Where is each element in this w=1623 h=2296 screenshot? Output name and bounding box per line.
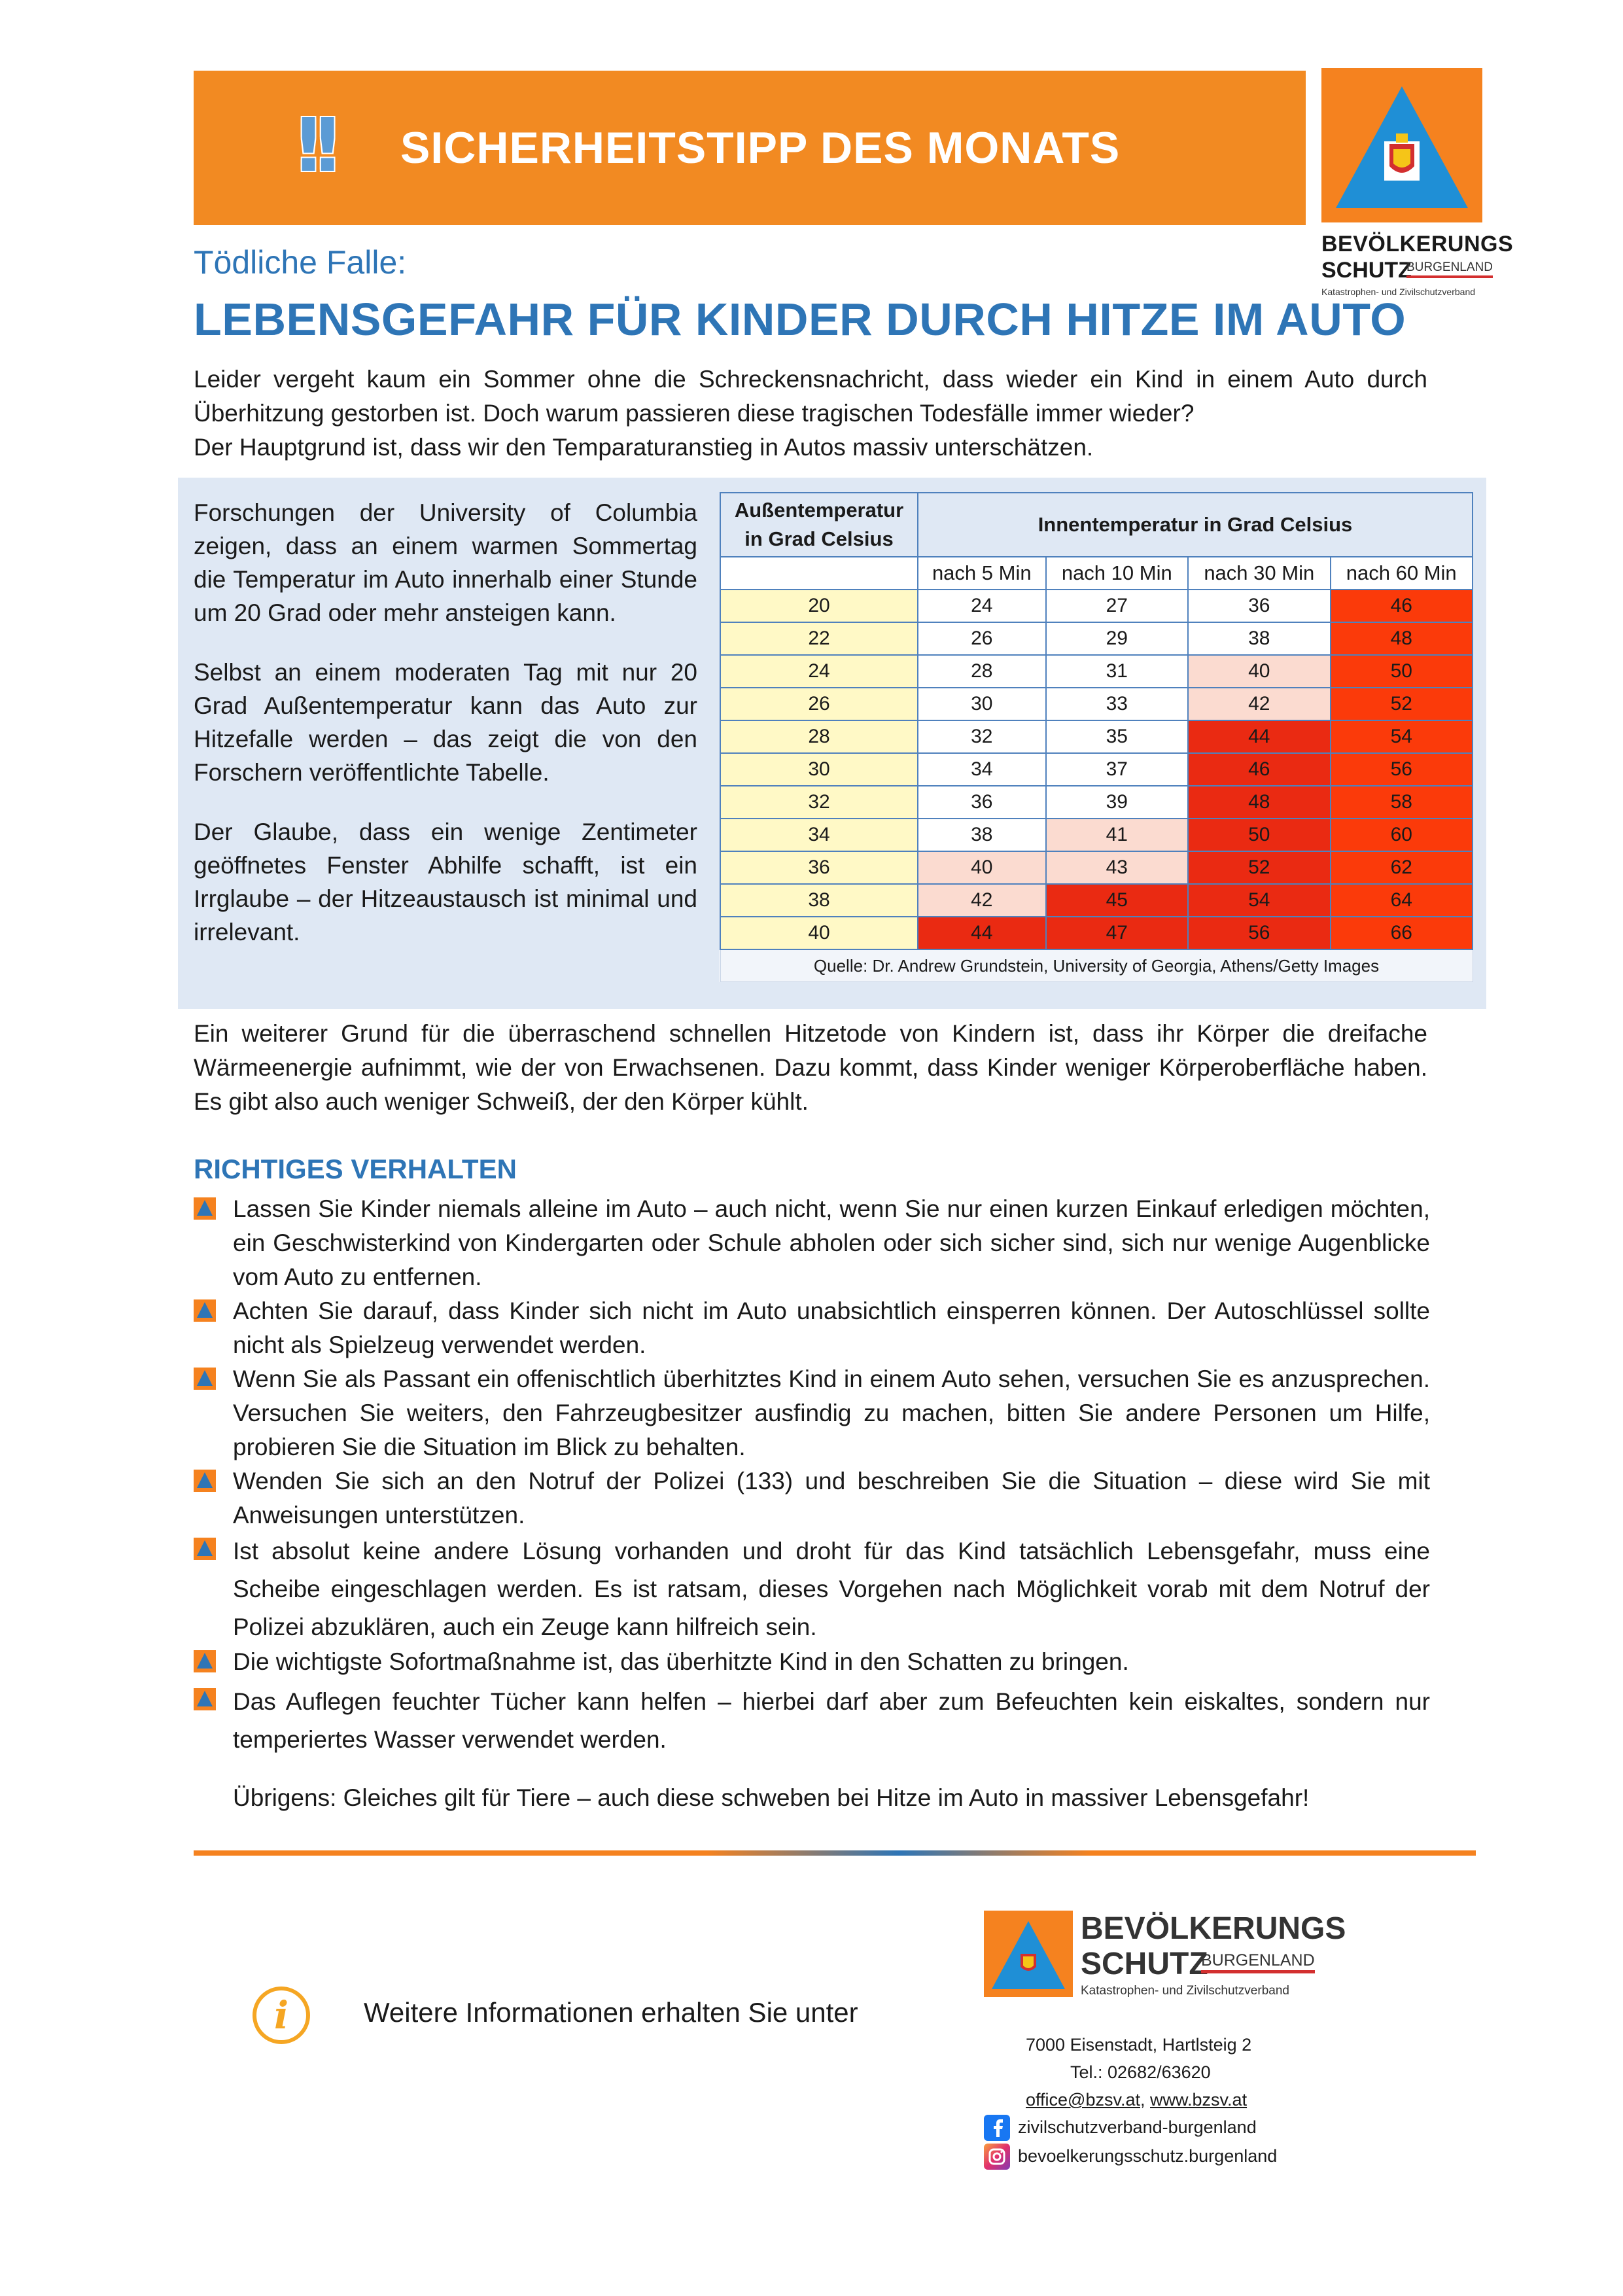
list-item-text: Wenn Sie als Passant ein offenischtlich überhitztes Kind in einem Auto sehen, versuchen Sie es anzusprechen. Versuchen Sie weiters, den Fahrzeugbesitzer ausfindig zu machen, bitten Sie andere Personen um Hilfe, probieren Sie die Situation im Blick zu behalten.	[233, 1366, 1430, 1460]
civil-protection-triangle-icon	[984, 1911, 1073, 1997]
inner-temp-cell: 45	[1046, 884, 1188, 917]
inner-temp-cell: 58	[1331, 786, 1473, 819]
intro-paragraph	[194, 362, 1427, 465]
banner-title: SICHERHEITSTIPP DES MONATS	[400, 123, 1121, 173]
footer-logo-tagline: Katastrophen- und Zivilschutzverband	[1081, 1984, 1289, 1998]
inner-temp-cell: 52	[1188, 851, 1330, 884]
inner-temp-cell: 48	[1331, 622, 1473, 655]
table-row	[720, 753, 1473, 786]
panel-text	[194, 496, 697, 975]
list-item-text: Achten Sie darauf, dass Kinder sich nicht im Auto unabsichtlich einsperren können. Der Autoschlüssel sollte nicht als Spielzeug verwendet werden.	[233, 1298, 1430, 1358]
more-info-text: Weitere Informationen erhalten Sie unter	[364, 1997, 858, 2028]
inner-temp-cell: 36	[918, 786, 1046, 819]
table-source: Quelle: Dr. Andrew Grundstein, University of Georgia, Athens/Getty Images	[720, 949, 1473, 982]
outer-temp-cell: 34	[720, 819, 918, 851]
inner-temp-cell: 60	[1331, 819, 1473, 851]
inner-temp-cell: 47	[1046, 917, 1188, 949]
outer-temp-cell: 22	[720, 622, 918, 655]
table-row	[720, 655, 1473, 688]
logo-line1: BEVÖLKERUNGS	[1321, 232, 1514, 256]
bullet-triangle-icon	[194, 1197, 216, 1220]
table-row	[720, 622, 1473, 655]
divider	[194, 1850, 1476, 1856]
instagram-handle[interactable]: bevoelkerungsschutz.burgenland	[1018, 2146, 1278, 2166]
panel-paragraph: Der Glaube, dass ein wenige Zentimeter geöffnetes Fenster Abhilfe schafft, ist ein Irrglaube – der Hitzeaustausch ist minimal und irrelevant.	[194, 819, 697, 945]
inner-temp-cell: 62	[1331, 851, 1473, 884]
kicker: Tödliche Falle:	[194, 244, 407, 281]
outer-temp-cell: 40	[720, 917, 918, 949]
panel-paragraph: Selbst an einem moderaten Tag mit nur 20 Grad Außentemperatur kann das Auto zur Hitzefalle werden – das zeigt die von den Forschern veröffentlichte Tabelle.	[194, 659, 697, 786]
column-header: nach 5 Min	[918, 557, 1046, 590]
list-item-text: Lassen Sie Kinder niemals alleine im Auto – auch nicht, wenn Sie nur einen kurzen Einkauf erledigen möchten, ein Geschwisterkind von Kindergarten oder Schule abholen oder sich sicher sind, sich nur wenige Augenblicke vom Auto zu entfernen.	[233, 1195, 1430, 1290]
outer-temp-header-line2: in Grad Celsius	[744, 527, 894, 550]
footer-logo-line1: BEVÖLKERUNGS	[1081, 1911, 1346, 1946]
email-link[interactable]: office@bzsv.at	[1026, 2090, 1140, 2110]
table-row	[720, 851, 1473, 884]
inner-temp-cell: 40	[1188, 655, 1330, 688]
phone: Tel.: 02682/63620	[1070, 2062, 1211, 2082]
list-item-text: Das Auflegen feuchter Tücher kann helfen – hierbei darf aber zum Befeuchten kein eiskaltes, sondern nur temperiertes Wasser verwendet werden.	[233, 1688, 1430, 1753]
inner-temp-cell: 41	[1046, 819, 1188, 851]
inner-temp-cell: 48	[1188, 786, 1330, 819]
table-row	[720, 819, 1473, 851]
outer-temp-cell: 20	[720, 590, 918, 622]
header-banner	[194, 71, 1306, 225]
logo-region: BURGENLAND	[1406, 260, 1493, 278]
outer-temp-header-line1: Außentemperatur	[734, 499, 904, 521]
footer-logo	[984, 1911, 1350, 2015]
table-row	[720, 720, 1473, 753]
inner-temp-cell: 52	[1331, 688, 1473, 720]
inner-temp-cell: 28	[918, 655, 1046, 688]
footer-logo-line2: SCHUTZ	[1081, 1947, 1208, 1981]
facebook-icon[interactable]	[984, 2115, 1010, 2141]
inner-temp-cell: 34	[918, 753, 1046, 786]
inner-temp-cell: 38	[918, 819, 1046, 851]
bullet-triangle-icon	[194, 1688, 216, 1710]
double-exclamation-icon: !!	[292, 103, 330, 188]
table-row	[720, 688, 1473, 720]
inner-temp-cell: 50	[1331, 655, 1473, 688]
outer-temp-cell: 28	[720, 720, 918, 753]
headline: LEBENSGEFAHR FÜR KINDER DURCH HITZE IM AUTO	[194, 294, 1406, 345]
inner-temp-cell: 56	[1188, 917, 1330, 949]
contact-separator: ,	[1140, 2090, 1145, 2110]
inner-temp-cell: 36	[1188, 590, 1330, 622]
outer-temp-cell: 38	[720, 884, 918, 917]
table-body	[720, 590, 1473, 949]
bullet-triangle-icon	[194, 1538, 216, 1560]
inner-temp-cell: 64	[1331, 884, 1473, 917]
inner-temp-cell: 54	[1331, 720, 1473, 753]
inner-temp-cell: 42	[1188, 688, 1330, 720]
inner-temp-cell: 27	[1046, 590, 1188, 622]
inner-temp-cell: 46	[1188, 753, 1330, 786]
inner-temp-cell: 24	[918, 590, 1046, 622]
body-paragraph: Ein weiterer Grund für die überraschend schnellen Hitzetode von Kindern ist, dass ihr Körper die dreifache Wärmeenergie aufnimmt, wie der von Erwachsenen. Dazu kommt, dass Kinder weniger Körperoberfläche haben. Es gibt also auch weniger Schweiß, der den Körper kühlt.	[194, 1020, 1427, 1115]
column-header-empty	[720, 557, 918, 590]
bullet-triangle-icon	[194, 1299, 216, 1322]
column-header: nach 60 Min	[1331, 557, 1473, 590]
inner-temp-cell: 50	[1188, 819, 1330, 851]
inner-temp-cell: 40	[918, 851, 1046, 884]
outer-temp-cell: 26	[720, 688, 918, 720]
list-item-text: Ist absolut keine andere Lösung vorhanden und droht für das Kind tatsächlich Lebensgefahr, muss eine Scheibe eingeschlagen werden. Es ist ratsam, dieses Vorgehen nach Möglichkeit vorab mit dem Notruf der Polizei abzuklären, auch ein Zeuge kann hilfreich sein.	[233, 1538, 1430, 1640]
inner-temp-cell: 43	[1046, 851, 1188, 884]
inner-temp-cell: 42	[918, 884, 1046, 917]
table-row	[720, 917, 1473, 949]
outer-temp-cell: 32	[720, 786, 918, 819]
list-item-text: Die wichtigste Sofortmaßnahme ist, das überhitzte Kind in den Schatten zu bringen.	[233, 1648, 1129, 1675]
inner-temp-cell: 66	[1331, 917, 1473, 949]
outer-temp-cell: 36	[720, 851, 918, 884]
column-header: nach 10 Min	[1046, 557, 1188, 590]
panel-paragraph: Forschungen der University of Columbia zeigen, dass an einem warmen Sommertag die Temperatur im Auto innerhalb einer Stunde um 20 Grad oder mehr ansteigen kann.	[194, 499, 697, 626]
facebook-handle[interactable]: zivilschutzverband-burgenland	[1018, 2117, 1257, 2137]
inner-temp-cell: 33	[1046, 688, 1188, 720]
list-item-text: Wenden Sie sich an den Notruf der Polizei (133) und beschreiben Sie die Situation – diese wird Sie mit Anweisungen unterstützen.	[233, 1468, 1430, 1528]
logo-line2: SCHUTZ	[1321, 258, 1412, 283]
instagram-icon[interactable]	[984, 2144, 1010, 2170]
footer-logo-region: BURGENLAND	[1201, 1951, 1315, 1973]
inner-temp-cell: 31	[1046, 655, 1188, 688]
website-link[interactable]: www.bzsv.at	[1150, 2090, 1248, 2110]
outer-temp-cell: 30	[720, 753, 918, 786]
intro-line-1: Leider vergeht kaum ein Sommer ohne die Schreckensnachricht, dass wieder ein Kind in einem Auto durch Überhitzung gestorben ist. Doch warum passieren diese tragischen Todesfälle immer wieder?	[194, 366, 1427, 427]
inner-temp-cell: 32	[918, 720, 1046, 753]
inner-temp-cell: 44	[1188, 720, 1330, 753]
inner-temp-cell: 44	[918, 917, 1046, 949]
inner-temp-cell: 35	[1046, 720, 1188, 753]
temperature-table	[720, 492, 1473, 982]
info-panel	[178, 478, 1486, 1009]
organization-logo	[1321, 68, 1514, 304]
outer-temp-header	[720, 493, 918, 557]
footer-logo-emblem	[984, 1911, 1073, 1997]
inner-temp-cell: 37	[1046, 753, 1188, 786]
address: 7000 Eisenstadt, Hartlsteig 2	[1026, 2035, 1252, 2055]
contact-links	[1026, 2090, 1247, 2110]
closing-note: Übrigens: Gleiches gilt für Tiere – auch diese schweben bei Hitze im Auto in massiver Lebensgefahr!	[233, 1784, 1310, 1811]
civil-protection-triangle-icon	[1321, 68, 1482, 222]
inner-temp-cell: 39	[1046, 786, 1188, 819]
intro-line-2: Der Hauptgrund ist, dass wir den Temparaturanstieg in Autos massiv unterschätzen.	[194, 434, 1094, 461]
logo-tagline: Katastrophen- und Zivilschutzverband	[1321, 287, 1476, 297]
inner-temp-cell: 30	[918, 688, 1046, 720]
logo-emblem	[1321, 68, 1482, 222]
inner-temp-cell: 54	[1188, 884, 1330, 917]
bullet-triangle-icon	[194, 1368, 216, 1390]
inner-temp-cell: 38	[1188, 622, 1330, 655]
column-header: nach 30 Min	[1188, 557, 1330, 590]
inner-temp-cell: 46	[1331, 590, 1473, 622]
bullet-triangle-icon	[194, 1650, 216, 1672]
info-icon: i	[253, 1987, 310, 2044]
inner-temp-header: Innentemperatur in Grad Celsius	[918, 493, 1473, 557]
table-row	[720, 590, 1473, 622]
inner-temp-cell: 56	[1331, 753, 1473, 786]
outer-temp-cell: 24	[720, 655, 918, 688]
inner-temp-cell: 26	[918, 622, 1046, 655]
section-title: RICHTIGES VERHALTEN	[194, 1154, 517, 1184]
table-row	[720, 884, 1473, 917]
inner-temp-cell: 29	[1046, 622, 1188, 655]
bullet-triangle-icon	[194, 1470, 216, 1492]
table-row	[720, 786, 1473, 819]
